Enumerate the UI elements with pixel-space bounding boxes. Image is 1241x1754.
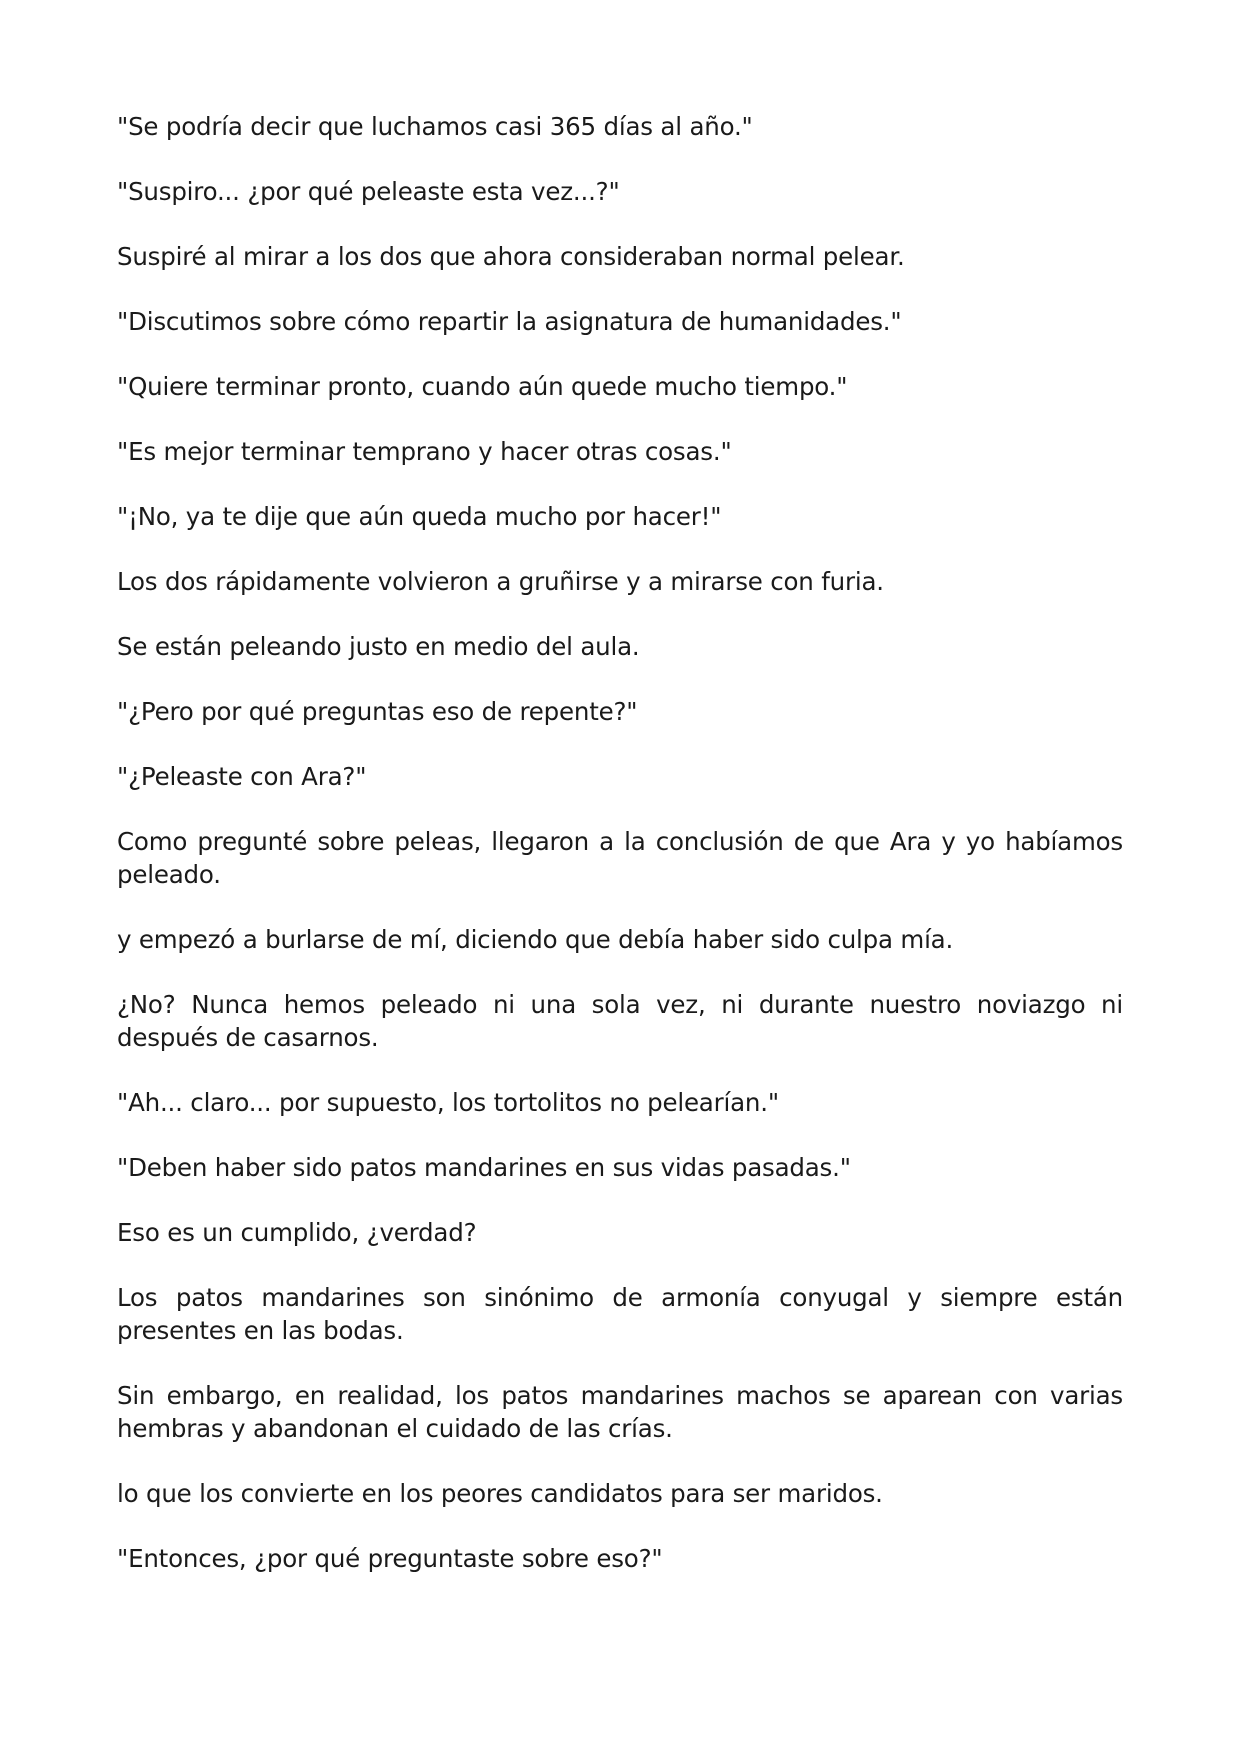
paragraph: Eso es un cumplido, ¿verdad? [117,1218,477,1247]
paragraph: Como pregunté sobre peleas, llegaron a la conclusión de que Ara y yo habíamos peleado. [117,827,1123,889]
paragraph: "Entonces, ¿por qué preguntaste sobre eso?" [117,1544,663,1573]
paragraph: "Es mejor terminar temprano y hacer otras cosas." [117,437,732,466]
paragraph: ¿No? Nunca hemos peleado ni una sola vez, ni durante nuestro noviazgo ni después de casarnos. [117,990,1123,1052]
paragraph: "Ah... claro... por supuesto, los tortolitos no pelearían." [117,1088,779,1117]
paragraph: Suspiré al mirar a los dos que ahora consideraban normal pelear. [117,242,905,271]
paragraph: Sin embargo, en realidad, los patos mandarines machos se aparean con varias hembras y abandonan el cuidado de las crías. [117,1381,1123,1443]
paragraph: "Deben haber sido patos mandarines en sus vidas pasadas." [117,1153,851,1182]
paragraph: "Suspiro... ¿por qué peleaste esta vez...?" [117,177,620,206]
paragraph: "Quiere terminar pronto, cuando aún quede mucho tiempo." [117,372,848,401]
paragraph: y empezó a burlarse de mí, diciendo que debía haber sido culpa mía. [117,925,954,954]
paragraph: Se están peleando justo en medio del aula. [117,632,640,661]
paragraph: lo que los convierte en los peores candidatos para ser maridos. [117,1479,883,1508]
paragraph: "Discutimos sobre cómo repartir la asignatura de humanidades." [117,307,902,336]
document-page [117,110,1123,1607]
paragraph: "¡No, ya te dije que aún queda mucho por hacer!" [117,502,722,531]
paragraph: "¿Peleaste con Ara?" [117,762,367,791]
paragraph: "¿Pero por qué preguntas eso de repente?" [117,697,638,726]
paragraph: "Se podría decir que luchamos casi 365 días al año." [117,112,753,141]
paragraph: Los dos rápidamente volvieron a gruñirse y a mirarse con furia. [117,567,884,596]
paragraph: Los patos mandarines son sinónimo de armonía conyugal y siempre están presentes en las bodas. [117,1283,1123,1345]
